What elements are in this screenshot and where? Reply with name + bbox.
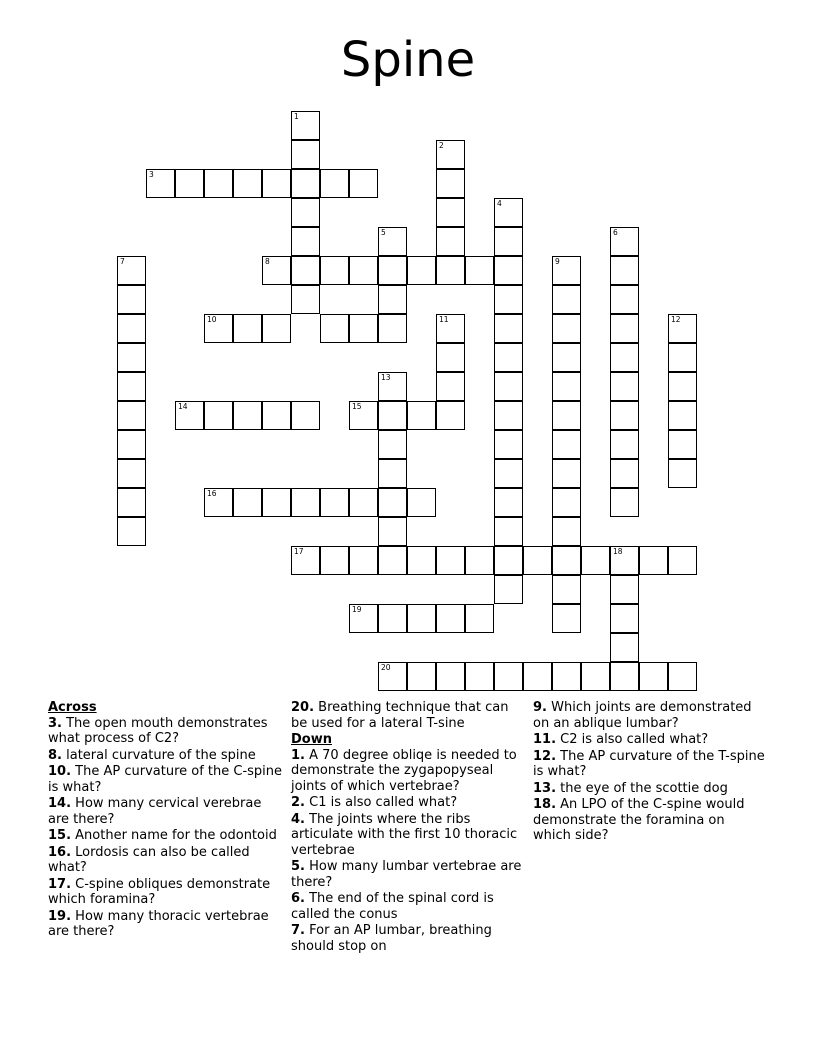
- grid-cell[interactable]: [610, 372, 639, 401]
- grid-cell[interactable]: [494, 546, 523, 575]
- grid-cell[interactable]: [610, 285, 639, 314]
- grid-cell[interactable]: [436, 314, 465, 343]
- grid-cell[interactable]: [117, 401, 146, 430]
- grid-cell[interactable]: [175, 401, 204, 430]
- grid-cell[interactable]: [233, 169, 262, 198]
- grid-cell[interactable]: [523, 662, 552, 691]
- clue-number: 8: [265, 257, 270, 266]
- grid-cell[interactable]: [552, 285, 581, 314]
- clue-num: 5.: [291, 859, 305, 874]
- grid-cell[interactable]: [494, 517, 523, 546]
- clue-num: 8.: [48, 747, 62, 763]
- grid-cell[interactable]: [552, 314, 581, 343]
- grid-cell[interactable]: [610, 343, 639, 372]
- clue-item: [291, 700, 523, 731]
- clue-item: [48, 877, 284, 908]
- clue-item: [533, 797, 765, 844]
- clues-column-2: [291, 700, 523, 955]
- grid-cell[interactable]: [668, 343, 697, 372]
- grid-cell[interactable]: [349, 546, 378, 575]
- clue-item: [48, 748, 284, 764]
- clue-num: 20.: [291, 700, 315, 715]
- grid-cell[interactable]: [349, 169, 378, 198]
- clue-number: 7: [120, 257, 125, 266]
- grid-cell[interactable]: [262, 169, 291, 198]
- grid-cell[interactable]: [349, 256, 378, 285]
- clue-num: 12.: [533, 748, 557, 764]
- grid-cell[interactable]: [291, 198, 320, 227]
- grid-cell[interactable]: [436, 372, 465, 401]
- clue-item: [533, 781, 765, 797]
- grid-cell[interactable]: [378, 517, 407, 546]
- grid-cell[interactable]: [610, 430, 639, 459]
- grid-cell[interactable]: [204, 401, 233, 430]
- clue-text: the eye of the scottie dog: [556, 780, 728, 796]
- clue-text: The open mouth demonstrates what process of C2?: [48, 715, 268, 746]
- down-heading: Down: [291, 732, 332, 747]
- grid-cell[interactable]: [436, 140, 465, 169]
- grid-cell[interactable]: [494, 459, 523, 488]
- grid-cell[interactable]: [581, 546, 610, 575]
- grid-cell[interactable]: [494, 256, 523, 285]
- grid-cell[interactable]: [436, 401, 465, 430]
- grid-cell[interactable]: [436, 662, 465, 691]
- grid-cell[interactable]: [117, 343, 146, 372]
- grid-cell[interactable]: [117, 256, 146, 285]
- grid-cell[interactable]: [320, 314, 349, 343]
- grid-cell[interactable]: [436, 256, 465, 285]
- clue-number: 19: [352, 605, 362, 614]
- grid-cell[interactable]: [610, 488, 639, 517]
- grid-cell[interactable]: [610, 546, 639, 575]
- grid-cell[interactable]: [494, 314, 523, 343]
- grid-cell[interactable]: [494, 372, 523, 401]
- grid-cell[interactable]: [378, 488, 407, 517]
- grid-cell[interactable]: [668, 401, 697, 430]
- grid-cell[interactable]: [494, 227, 523, 256]
- grid-cell[interactable]: [378, 314, 407, 343]
- grid-cell[interactable]: [552, 256, 581, 285]
- clue-num: 10.: [48, 764, 72, 779]
- clue-number: 9: [555, 257, 560, 266]
- grid-cell[interactable]: [552, 343, 581, 372]
- clue-num: 6.: [291, 891, 305, 906]
- grid-cell[interactable]: [291, 285, 320, 314]
- grid-cell[interactable]: [494, 343, 523, 372]
- clue-text: How many cervical verebrae are there?: [48, 796, 262, 827]
- clues-column-1: [48, 700, 284, 941]
- clue-number: 12: [671, 315, 681, 324]
- clue-num: 18.: [533, 797, 557, 812]
- clue-num: 14.: [48, 796, 72, 811]
- clue-num: 3.: [48, 715, 62, 731]
- grid-cell[interactable]: [552, 546, 581, 575]
- grid-cell[interactable]: [552, 517, 581, 546]
- clue-text: The end of the spinal cord is called the conus: [291, 891, 494, 922]
- grid-cell[interactable]: [291, 169, 320, 198]
- grid-cell[interactable]: [291, 256, 320, 285]
- grid-cell[interactable]: [262, 314, 291, 343]
- clue-number: 16: [207, 489, 217, 498]
- grid-cell[interactable]: [610, 227, 639, 256]
- grid-cell[interactable]: [552, 488, 581, 517]
- grid-cell[interactable]: [668, 546, 697, 575]
- clue-item: [533, 732, 765, 748]
- grid-cell[interactable]: [639, 662, 668, 691]
- grid-cell[interactable]: [465, 604, 494, 633]
- grid-cell[interactable]: [262, 256, 291, 285]
- grid-cell[interactable]: [378, 227, 407, 256]
- clue-num: 16.: [48, 844, 72, 860]
- clue-num: 17.: [48, 876, 72, 892]
- grid-cell[interactable]: [378, 546, 407, 575]
- grid-cell[interactable]: [436, 343, 465, 372]
- clue-text: How many lumbar vertebrae are there?: [291, 859, 522, 890]
- clue-num: 15.: [48, 828, 72, 843]
- grid-cell[interactable]: [436, 546, 465, 575]
- clue-num: 4.: [291, 811, 305, 827]
- grid-cell[interactable]: [262, 488, 291, 517]
- clue-num: 1.: [291, 747, 305, 763]
- grid-cell[interactable]: [494, 488, 523, 517]
- grid-cell[interactable]: [494, 401, 523, 430]
- down-clue-list: [291, 748, 523, 955]
- grid-cell[interactable]: [320, 256, 349, 285]
- grid-cell[interactable]: [407, 488, 436, 517]
- clue-item: [48, 764, 284, 795]
- grid-cell[interactable]: [291, 227, 320, 256]
- clues-column-3: [533, 700, 765, 845]
- grid-cell[interactable]: [523, 546, 552, 575]
- clue-number: 6: [613, 228, 618, 237]
- grid-cell[interactable]: [117, 430, 146, 459]
- grid-cell[interactable]: [378, 604, 407, 633]
- grid-cell[interactable]: [233, 401, 262, 430]
- grid-cell[interactable]: [436, 198, 465, 227]
- clue-item: [291, 748, 523, 795]
- grid-cell[interactable]: [465, 546, 494, 575]
- clue-item: [291, 859, 523, 890]
- grid-cell[interactable]: [233, 488, 262, 517]
- grid-cell[interactable]: [610, 662, 639, 691]
- clue-item: [291, 812, 523, 859]
- grid-cell[interactable]: [146, 169, 175, 198]
- grid-cell[interactable]: [349, 401, 378, 430]
- clue-text: The AP curvature of the C-spine is what?: [48, 764, 283, 795]
- clue-number: 17: [294, 547, 304, 556]
- grid-cell[interactable]: [262, 401, 291, 430]
- down-clue-list-continued: [533, 700, 765, 844]
- grid-cell[interactable]: [378, 401, 407, 430]
- grid-cell[interactable]: [117, 517, 146, 546]
- clue-item: [48, 909, 284, 940]
- grid-cell[interactable]: [552, 401, 581, 430]
- grid-cell[interactable]: [610, 604, 639, 633]
- clue-text: C1 is also called what?: [304, 795, 458, 810]
- page-title: Spine: [340, 32, 476, 88]
- grid-cell[interactable]: [436, 227, 465, 256]
- grid-cell[interactable]: [552, 575, 581, 604]
- clue-number: 15: [352, 402, 362, 411]
- clue-item: [48, 845, 284, 876]
- across-clue-list-continued: [291, 700, 523, 731]
- clue-num: 7.: [291, 923, 305, 938]
- grid-cell[interactable]: [552, 430, 581, 459]
- clue-text: The joints where the ribs articulate with the first 10 thoracic vertebrae: [291, 811, 518, 858]
- grid-cell[interactable]: [610, 459, 639, 488]
- grid-cell[interactable]: [378, 459, 407, 488]
- grid-cell[interactable]: [552, 662, 581, 691]
- clue-num: 11.: [533, 732, 557, 747]
- grid-cell[interactable]: [378, 430, 407, 459]
- grid-cell[interactable]: [610, 575, 639, 604]
- grid-cell[interactable]: [349, 314, 378, 343]
- clue-text: Which joints are demonstrated on an ablique lumbar?: [533, 700, 752, 731]
- grid-cell[interactable]: [581, 662, 610, 691]
- grid-cell[interactable]: [436, 169, 465, 198]
- grid-cell[interactable]: [204, 488, 233, 517]
- clue-text: lateral curvature of the spine: [61, 747, 256, 763]
- grid-cell[interactable]: [552, 459, 581, 488]
- clue-item: [291, 891, 523, 922]
- clue-item: [48, 716, 284, 747]
- clue-number: 10: [207, 315, 217, 324]
- grid-cell[interactable]: [291, 488, 320, 517]
- clue-number: 3: [149, 170, 154, 179]
- clue-number: 5: [381, 228, 386, 237]
- grid-cell[interactable]: [117, 459, 146, 488]
- grid-cell[interactable]: [407, 662, 436, 691]
- grid-cell[interactable]: [320, 546, 349, 575]
- grid-cell[interactable]: [639, 546, 668, 575]
- grid-cell[interactable]: [117, 285, 146, 314]
- clue-text: Lordosis can also be called what?: [48, 844, 250, 875]
- clue-text: A 70 degree obliqe is needed to demonstrate the zygapopyseal joints of which vertebrae?: [291, 747, 517, 794]
- grid-cell[interactable]: [204, 169, 233, 198]
- clue-number: 18: [613, 547, 623, 556]
- clue-text: C2 is also called what?: [556, 732, 709, 747]
- grid-cell[interactable]: [407, 256, 436, 285]
- grid-cell[interactable]: [610, 401, 639, 430]
- grid-cell[interactable]: [610, 633, 639, 662]
- clue-number: 11: [439, 315, 449, 324]
- grid-cell[interactable]: [204, 314, 233, 343]
- grid-cell[interactable]: [494, 575, 523, 604]
- grid-cell[interactable]: [291, 546, 320, 575]
- grid-cell[interactable]: [291, 140, 320, 169]
- clue-text: For an AP lumbar, breathing should stop on: [291, 923, 492, 954]
- clue-text: How many thoracic vertebrae are there?: [48, 908, 269, 939]
- clue-num: 9.: [533, 700, 547, 715]
- clue-text: An LPO of the C-spine would demonstrate the foramina on which side?: [533, 797, 745, 843]
- grid-cell[interactable]: [552, 604, 581, 633]
- clue-number: 14: [178, 402, 188, 411]
- clue-text: The AP curvature of the T-spine is what?: [533, 748, 765, 779]
- grid-cell[interactable]: [378, 662, 407, 691]
- clue-number: 2: [439, 141, 444, 150]
- clue-number: 13: [381, 373, 391, 382]
- grid-cell[interactable]: [668, 430, 697, 459]
- grid-cell[interactable]: [668, 662, 697, 691]
- grid-cell[interactable]: [233, 314, 262, 343]
- grid-cell[interactable]: [436, 604, 465, 633]
- clue-item: [533, 749, 765, 780]
- grid-cell[interactable]: [668, 372, 697, 401]
- grid-cell[interactable]: [494, 285, 523, 314]
- clue-item: [48, 828, 284, 844]
- clue-text: Another name for the odontoid: [71, 828, 277, 843]
- grid-cell[interactable]: [494, 198, 523, 227]
- grid-cell[interactable]: [668, 459, 697, 488]
- grid-cell[interactable]: [610, 314, 639, 343]
- grid-cell[interactable]: [378, 256, 407, 285]
- grid-cell[interactable]: [320, 169, 349, 198]
- grid-cell[interactable]: [175, 169, 204, 198]
- clue-item: [291, 923, 523, 954]
- grid-cell[interactable]: [320, 488, 349, 517]
- grid-cell[interactable]: [668, 314, 697, 343]
- clue-number: 1: [294, 112, 299, 121]
- grid-cell[interactable]: [610, 256, 639, 285]
- clue-item: [48, 796, 284, 827]
- clue-num: 2.: [291, 795, 305, 810]
- grid-cell[interactable]: [494, 430, 523, 459]
- across-clue-list: [48, 716, 284, 940]
- clue-num: 19.: [48, 908, 72, 924]
- clue-number: 20: [381, 663, 391, 672]
- grid-cell[interactable]: [465, 662, 494, 691]
- grid-cell[interactable]: [117, 372, 146, 401]
- grid-cell[interactable]: [378, 285, 407, 314]
- clue-text: C-spine obliques demonstrate which foramina?: [48, 876, 271, 907]
- clue-text: Breathing technique that can be used for a lateral T-sine: [291, 700, 509, 731]
- grid-cell[interactable]: [378, 372, 407, 401]
- grid-cell[interactable]: [117, 314, 146, 343]
- grid-cell[interactable]: [291, 111, 320, 140]
- clue-item: [533, 700, 765, 731]
- grid-cell[interactable]: [117, 488, 146, 517]
- grid-cell[interactable]: [494, 662, 523, 691]
- grid-cell[interactable]: [349, 488, 378, 517]
- grid-cell[interactable]: [552, 372, 581, 401]
- grid-cell[interactable]: [349, 604, 378, 633]
- across-heading: Across: [48, 700, 97, 715]
- clue-num: 13.: [533, 780, 557, 796]
- clue-number: 4: [497, 199, 502, 208]
- grid-cell[interactable]: [407, 401, 436, 430]
- grid-cell[interactable]: [465, 256, 494, 285]
- clue-item: [291, 795, 523, 811]
- grid-cell[interactable]: [407, 604, 436, 633]
- grid-cell[interactable]: [291, 401, 320, 430]
- grid-cell[interactable]: [407, 546, 436, 575]
